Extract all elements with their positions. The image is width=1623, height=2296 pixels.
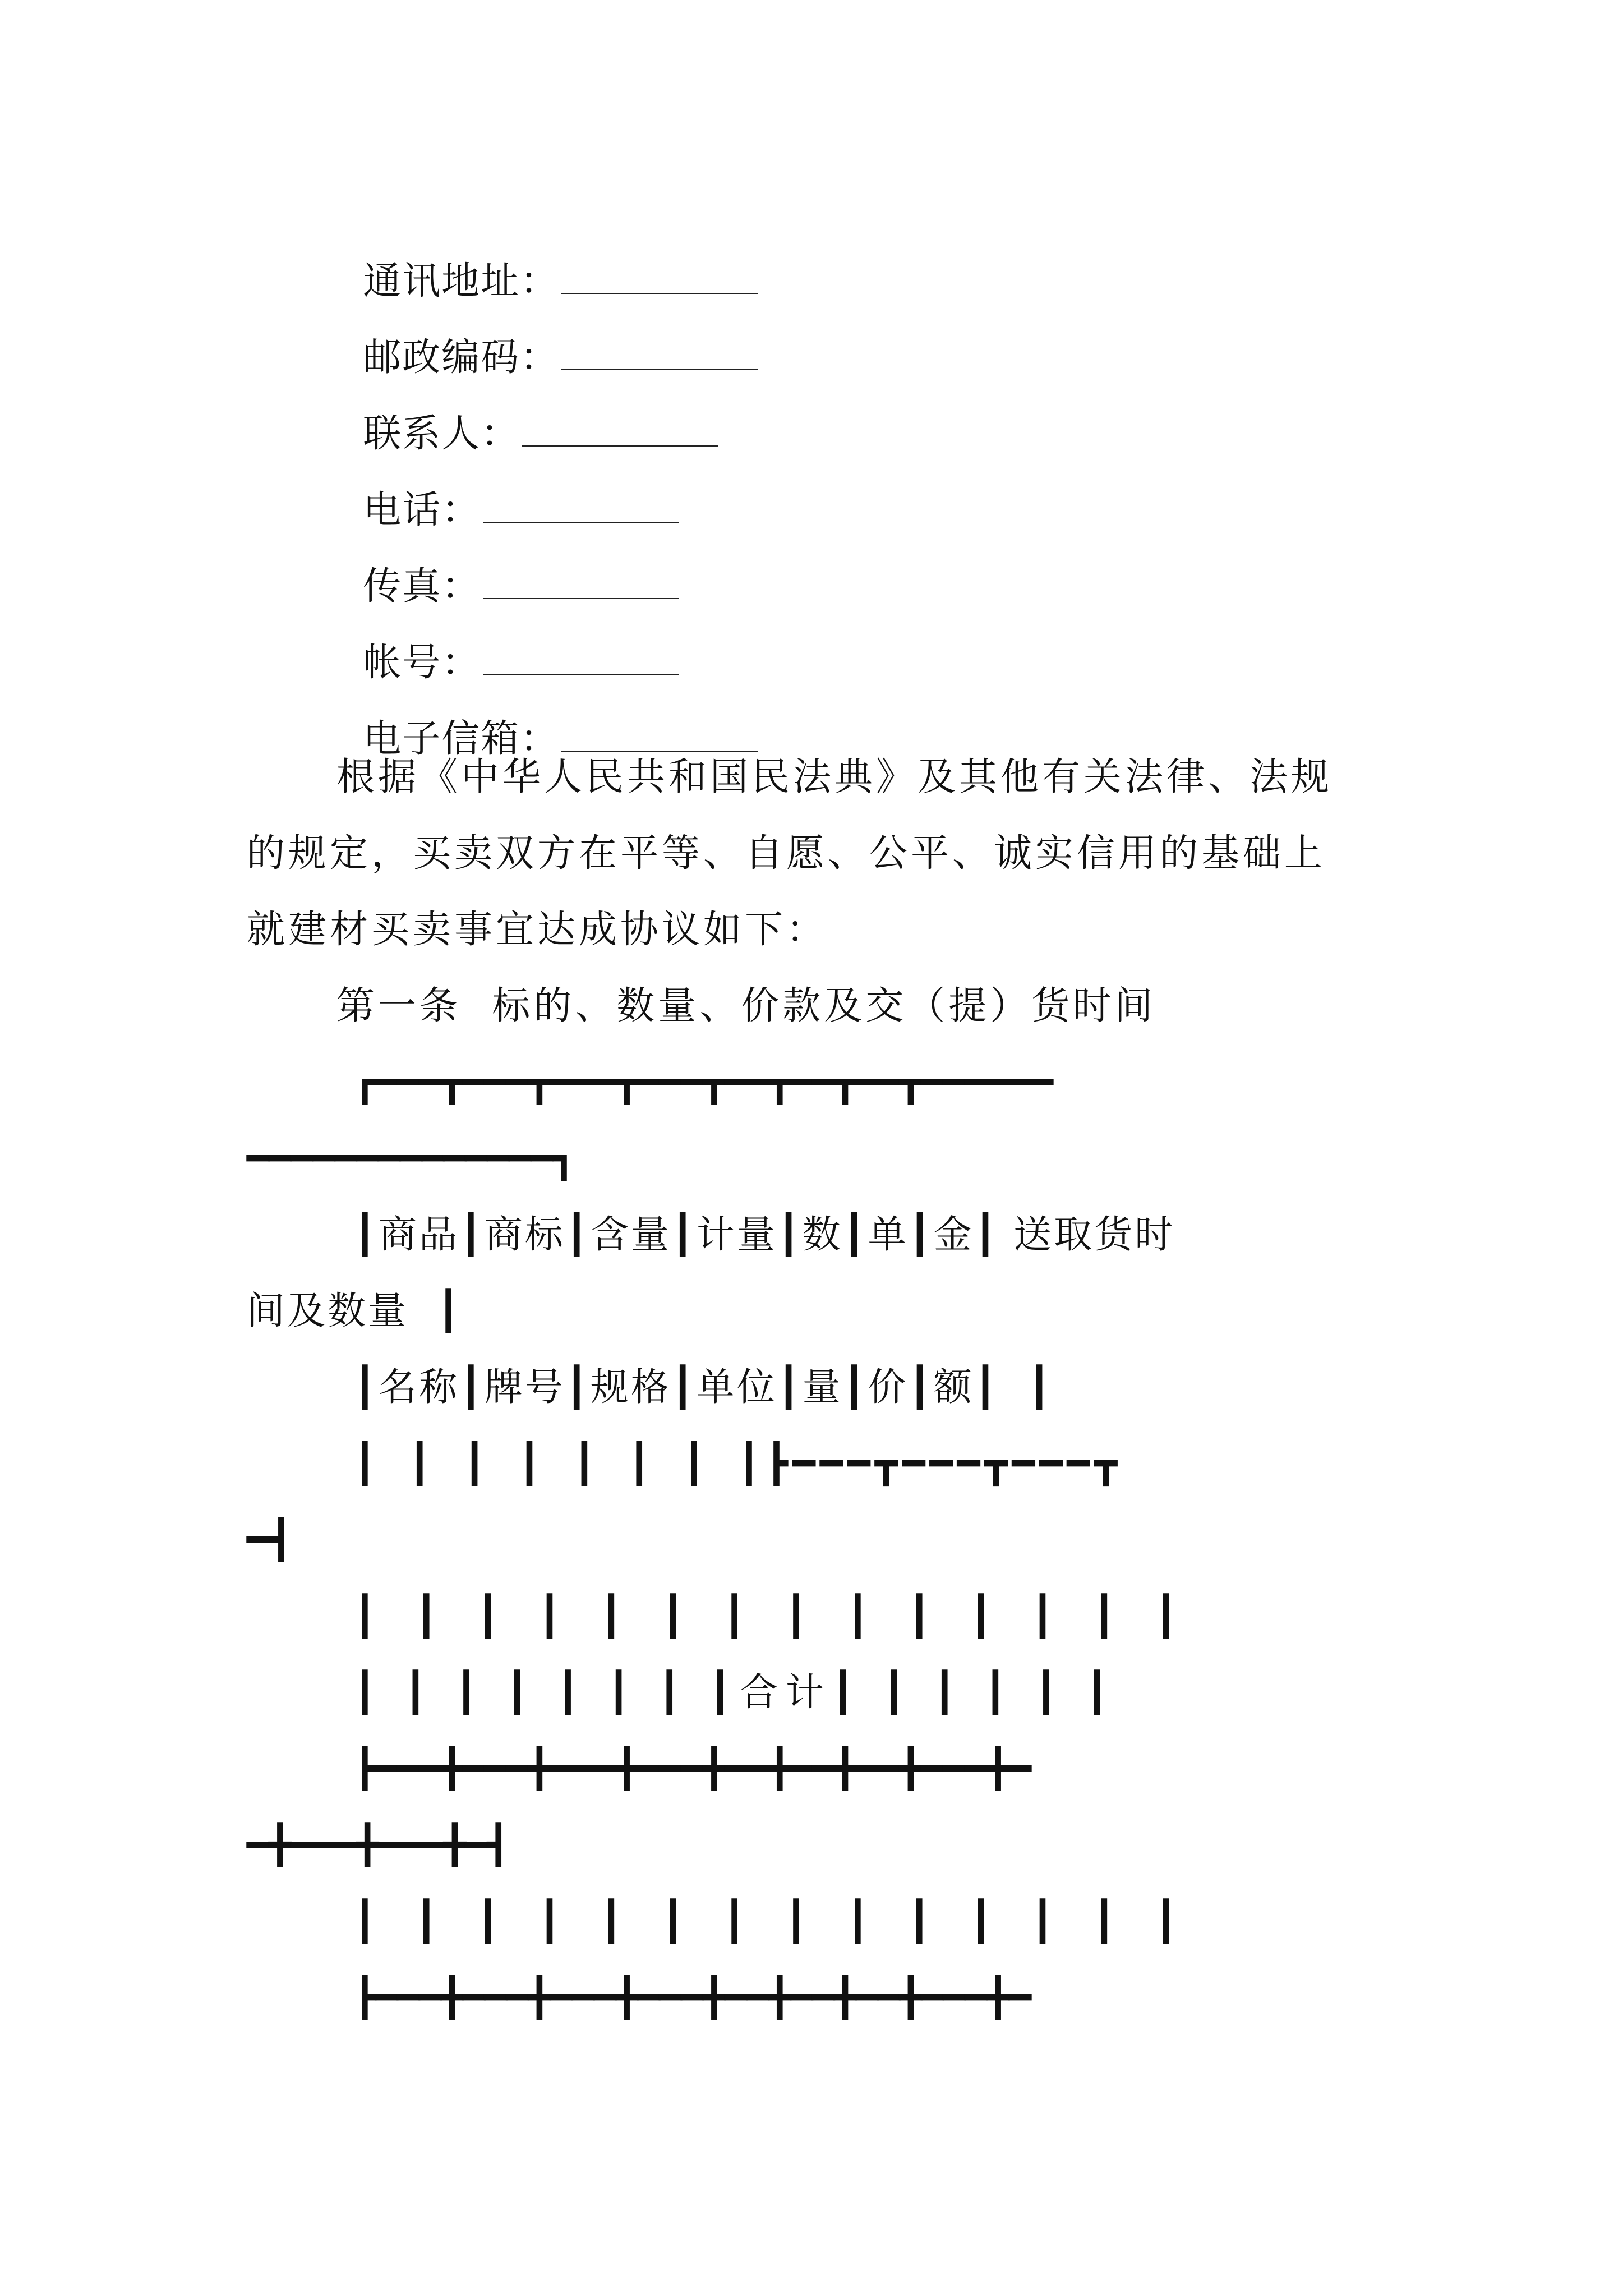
intro-line-1: 根据《中华人民共和国民法典》及其他有关法律、法规 xyxy=(336,755,1333,799)
contact-account xyxy=(336,606,679,685)
table-row-3: ┃商品┃商标┃含量┃计量┃数┃单┃金┃ 送取货时 xyxy=(353,1213,1175,1257)
table-row-6: ┃ ┃ ┃ ┃ ┃ ┃ ┃ ┃┣━━━┳━━━┳━━━┳ xyxy=(353,1442,1122,1486)
table-row-9: ┃ ┃ ┃ ┃ ┃ ┃ ┃ ┃合计┃ ┃ ┃ ┃ ┃ ┃ xyxy=(353,1671,1117,1715)
table-row-13: ┣━━━╋━━━╋━━━╋━━━╋━━╋━━╋━━╋━━━╋━ xyxy=(353,1976,1031,2020)
contact-phone-label: 电话： xyxy=(363,488,481,532)
contact-address xyxy=(336,224,758,301)
contact-email xyxy=(336,682,758,761)
contact-phone-blank[interactable] xyxy=(483,521,679,523)
table-row-4: 间及数量 ┃ xyxy=(247,1289,463,1333)
contact-postcode-blank[interactable] xyxy=(561,368,758,370)
table-row-8: ┃ ┃ ┃ ┃ ┃ ┃ ┃ ┃ ┃ ┃ ┃ ┃ ┃ ┃ xyxy=(353,1594,1186,1639)
contact-account-label: 帐号： xyxy=(363,641,481,685)
contact-address-label: 通讯地址： xyxy=(363,259,560,303)
contact-fax-blank[interactable] xyxy=(483,597,679,599)
table-row-1: ┏━━━┳━━━┳━━━┳━━━┳━━┳━━┳━━┳━━━━━━ xyxy=(353,1060,1053,1105)
contact-postcode xyxy=(336,301,758,380)
contact-fax xyxy=(336,530,679,609)
table-row-12: ┃ ┃ ┃ ┃ ┃ ┃ ┃ ┃ ┃ ┃ ┃ ┃ ┃ ┃ xyxy=(353,1899,1186,1944)
contact-account-blank[interactable] xyxy=(483,673,679,675)
table-row-11: ━╋━━━╋━━━╋━┫ xyxy=(247,1823,509,1867)
contact-address-blank[interactable] xyxy=(561,292,758,294)
intro-line-3: 就建材买卖事宜达成协议如下： xyxy=(247,908,828,952)
table-row-5: ┃名称┃牌号┃规格┃单位┃量┃价┃额┃ ┃ xyxy=(353,1365,1053,1410)
contact-postcode-label: 邮政编码： xyxy=(363,335,560,380)
contact-person xyxy=(336,377,718,456)
contact-person-label: 联系人： xyxy=(363,412,520,456)
contact-email-label: 电子信箱： xyxy=(363,717,560,761)
table-row-2: ━━━━━━━━━━━━━━┓ xyxy=(247,1137,575,1181)
intro-line-2: 的规定，买卖双方在平等、自愿、公平、诚实信用的基础上 xyxy=(247,831,1326,876)
contact-person-blank[interactable] xyxy=(522,444,718,447)
table-row-10: ┣━━━╋━━━╋━━━╋━━━╋━━╋━━╋━━╋━━━╋━ xyxy=(353,1747,1031,1791)
article-1-title: 第一条 标的、数量、价款及交（提）货时间 xyxy=(336,984,1156,1028)
contact-phone xyxy=(336,453,679,530)
contact-fax-label: 传真： xyxy=(363,564,481,609)
contact-email-blank[interactable] xyxy=(561,749,758,752)
table-row-7: ━┫ xyxy=(247,1518,293,1562)
